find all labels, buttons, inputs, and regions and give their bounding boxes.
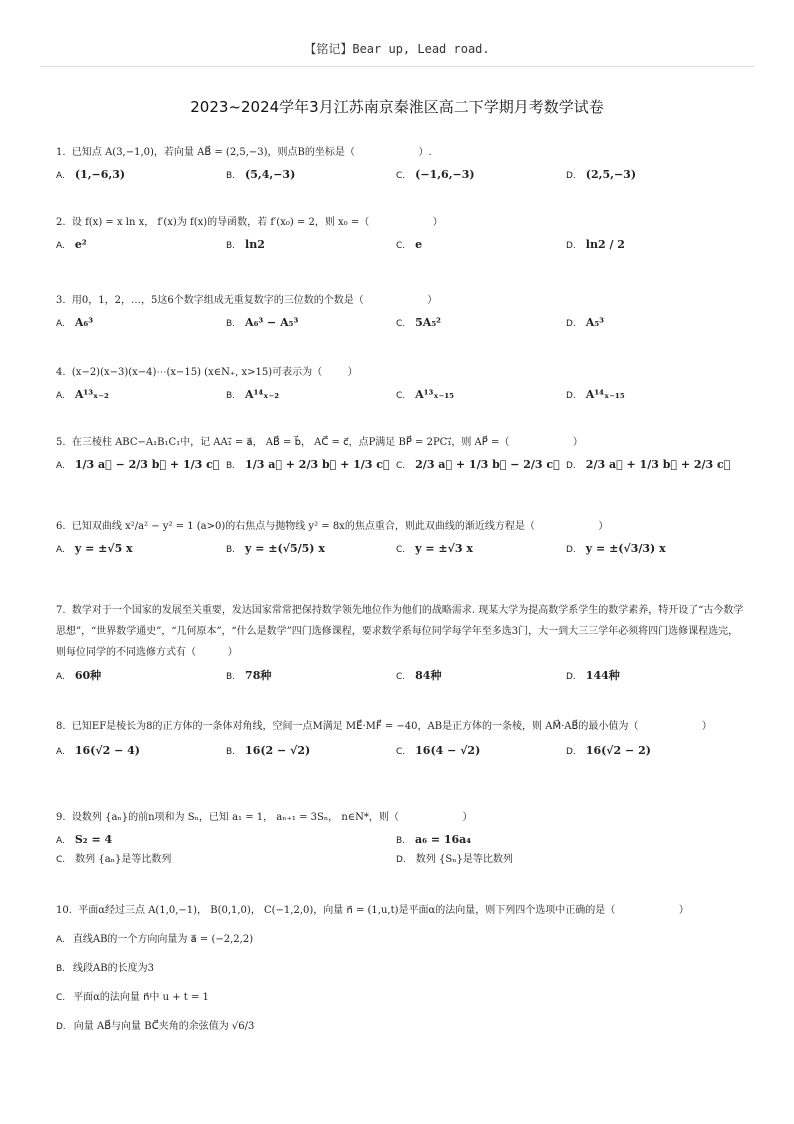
option-letter: A. bbox=[56, 836, 65, 846]
option-letter: C. bbox=[396, 747, 406, 757]
option-b bbox=[226, 316, 298, 331]
option-letter: D. bbox=[566, 672, 576, 682]
option-c bbox=[56, 850, 171, 870]
option-text: 16(√2 − 4) bbox=[74, 744, 140, 757]
option-text: y = ±(√5/5) x bbox=[245, 542, 325, 555]
option-letter: A. bbox=[56, 672, 65, 682]
option-a bbox=[56, 929, 746, 951]
option-a bbox=[56, 168, 125, 183]
option-text: 60种 bbox=[74, 669, 102, 682]
option-text: (−1,6,−3) bbox=[415, 168, 475, 181]
question-stem: 7. 数学对于一个国家的发展至关重要，发达国家常常把保持数学领先地位作为他们的战略需求. 现某大学为提高数学系学生的数学素养，特开设了“古今数学思想”，“世界数学通史”，“几何原本”，“什么是数学”四门选修课程，要求数学系每位同学每学年至多选3门，大一到大三三学年必须将四门选修课程选完，则每位同学的不同选修方式有（ ） bbox=[56, 605, 744, 658]
option-letter: C. bbox=[56, 993, 66, 1003]
option-text: y = ±√3 x bbox=[415, 542, 473, 555]
option-letter: C. bbox=[396, 672, 406, 682]
option-letter: D. bbox=[566, 545, 576, 555]
option-b bbox=[226, 740, 310, 763]
question-stem: 2. 设 f(x) = x ln x， f′(x)为 f(x)的导函数，若 f′(x₀) = 2，则 x₀ =（ ） bbox=[56, 217, 443, 228]
option-letter: B. bbox=[396, 836, 406, 846]
option-text: (2,5,−3) bbox=[585, 168, 637, 181]
option-letter: D. bbox=[566, 461, 576, 471]
option-letter: A. bbox=[56, 241, 65, 251]
question-stem: 4. (x−2)(x−3)(x−4)⋯(x−15) (x∈N₊, x>15)可表示为（ ） bbox=[56, 367, 358, 378]
option-c bbox=[396, 665, 441, 688]
option-letter: A. bbox=[56, 747, 65, 757]
option-a bbox=[56, 458, 219, 473]
question-stem: 3. 用0，1，2，…，5这6个数字组成无重复数字的三位数的个数是（ ） bbox=[56, 295, 438, 306]
question-stem: 8. 已知EF是棱长为8的正方体的一条体对角线，空间一点M满足 ME⃗·MF⃗ = −40，AB是正方体的一条棱，则 AM⃗·AB⃗的最小值为（ ） bbox=[56, 721, 712, 732]
option-c bbox=[396, 388, 454, 403]
option-letter: C. bbox=[396, 545, 406, 555]
option-text: e bbox=[415, 238, 423, 251]
option-d bbox=[566, 458, 730, 473]
header-motto: 【铭记】Bear up, Lead road. bbox=[304, 42, 490, 56]
question-stem: 9. 设数列 {aₙ}的前n项和为 Sₙ，已知 a₁ = 1， aₙ₊₁ = 3Sₙ， n∈N*，则（ ） bbox=[56, 812, 473, 823]
option-text: ln2 bbox=[245, 238, 265, 251]
option-letter: A. bbox=[56, 935, 65, 945]
question-10 bbox=[56, 900, 746, 1045]
option-c bbox=[56, 987, 746, 1009]
option-text: (1,−6,3) bbox=[74, 168, 126, 181]
option-letter: D. bbox=[566, 391, 576, 401]
option-letter: B. bbox=[226, 171, 236, 181]
option-text: 直线AB的一个方向向量为 a⃗ = (−2,2,2) bbox=[72, 934, 254, 945]
option-d bbox=[566, 388, 625, 403]
page-title: 2023~2024学年3月江苏南京秦淮区高二下学期月考数学试卷 bbox=[190, 98, 604, 116]
option-letter: B. bbox=[226, 319, 236, 329]
option-b bbox=[226, 665, 271, 688]
option-letter: D. bbox=[56, 1022, 66, 1032]
question-6 bbox=[56, 520, 746, 562]
option-a bbox=[56, 238, 87, 253]
option-a bbox=[56, 665, 101, 688]
option-text: 16(√2 − 2) bbox=[585, 744, 651, 757]
option-letter: B. bbox=[226, 747, 236, 757]
option-a bbox=[56, 740, 140, 763]
option-d bbox=[396, 850, 513, 870]
option-text: 16(2 − √2) bbox=[245, 744, 311, 757]
option-letter: B. bbox=[226, 391, 236, 401]
option-c bbox=[396, 238, 422, 253]
option-letter: A. bbox=[56, 319, 65, 329]
option-c bbox=[396, 458, 560, 473]
option-c bbox=[396, 542, 473, 557]
option-text: (5,4,−3) bbox=[245, 168, 296, 181]
question-5 bbox=[56, 436, 746, 478]
option-letter: C. bbox=[396, 241, 406, 251]
question-stem: 5. 在三棱柱 ABC−A₁B₁C₁中，记 AA₁⃗ = a⃗， AB⃗ = b⃗， AC⃗ = c⃗，点P满足 BP⃗ = 2PC₁⃗，则 AP⃗ =（ ） bbox=[56, 437, 583, 448]
option-d bbox=[566, 316, 604, 331]
option-letter: C. bbox=[396, 171, 406, 181]
option-text: e² bbox=[74, 238, 87, 251]
option-text: S₂ = 4 bbox=[74, 833, 113, 846]
option-text: 78种 bbox=[245, 669, 272, 682]
option-text: 16(4 − √2) bbox=[415, 744, 481, 757]
option-text: A₅³ bbox=[585, 316, 604, 329]
option-letter: B. bbox=[226, 672, 236, 682]
option-text: 2/3 a⃗ + 1/3 b⃗ + 2/3 c⃗ bbox=[585, 458, 731, 471]
option-b bbox=[56, 958, 746, 980]
question-7 bbox=[56, 600, 746, 685]
option-text: ln2 / 2 bbox=[585, 238, 625, 251]
option-b bbox=[396, 830, 471, 851]
option-letter: D. bbox=[566, 319, 576, 329]
option-letter: B. bbox=[56, 964, 66, 974]
option-text: 84种 bbox=[415, 669, 442, 682]
option-letter: A. bbox=[56, 461, 65, 471]
option-letter: D. bbox=[396, 855, 406, 865]
option-a bbox=[56, 830, 112, 851]
option-text: 线段AB的长度为3 bbox=[73, 963, 154, 974]
option-d bbox=[56, 1016, 746, 1038]
option-text: A₆³ − A₅³ bbox=[245, 316, 299, 329]
option-text: 向量 AB⃗与向量 BC⃗夹角的余弦值为 √6/3 bbox=[73, 1021, 255, 1032]
question-3 bbox=[56, 294, 746, 336]
option-a bbox=[56, 316, 93, 331]
option-letter: C. bbox=[56, 855, 66, 865]
question-9 bbox=[56, 808, 746, 870]
option-text: A¹³ₓ₋₂ bbox=[74, 388, 109, 401]
option-b bbox=[226, 388, 279, 403]
option-text: y = ±√5 x bbox=[74, 542, 133, 555]
option-text: A¹⁴ₓ₋₁₅ bbox=[585, 388, 625, 401]
option-c bbox=[396, 168, 475, 183]
option-letter: A. bbox=[56, 391, 65, 401]
option-text: 数列 {Sₙ}是等比数列 bbox=[415, 854, 513, 865]
option-text: 数列 {aₙ}是等比数列 bbox=[75, 854, 172, 865]
question-1 bbox=[56, 146, 746, 188]
option-text: 1/3 a⃗ + 2/3 b⃗ + 1/3 c⃗ bbox=[245, 458, 390, 471]
option-c bbox=[396, 740, 480, 763]
option-letter: B. bbox=[226, 241, 236, 251]
option-letter: C. bbox=[396, 319, 406, 329]
header-divider bbox=[40, 66, 754, 67]
option-text: 2/3 a⃗ + 1/3 b⃗ − 2/3 c⃗ bbox=[415, 458, 560, 471]
option-d bbox=[566, 665, 620, 688]
option-b bbox=[226, 168, 295, 183]
option-text: A¹⁴ₓ₋₂ bbox=[245, 388, 280, 401]
option-b bbox=[226, 238, 265, 253]
option-a bbox=[56, 388, 109, 403]
question-4 bbox=[56, 366, 746, 408]
option-letter: D. bbox=[566, 171, 576, 181]
option-d bbox=[566, 168, 636, 183]
option-letter: D. bbox=[566, 241, 576, 251]
option-text: y = ±(√3/3) x bbox=[585, 542, 666, 555]
option-d bbox=[566, 238, 625, 253]
option-letter: D. bbox=[566, 747, 576, 757]
option-text: 平面α的法向量 n⃗中 u + t = 1 bbox=[73, 992, 209, 1003]
option-letter: B. bbox=[226, 461, 236, 471]
option-text: A¹³ₓ₋₁₅ bbox=[415, 388, 454, 401]
option-text: 1/3 a⃗ − 2/3 b⃗ + 1/3 c⃗ bbox=[74, 458, 220, 471]
option-letter: A. bbox=[56, 545, 65, 555]
question-stem: 10. 平面α经过三点 A(1,0,−1)， B(0,1,0)， C(−1,2,0)，向量 n⃗ = (1,u,t)是平面α的法向量，则下列四个选项中正确的是（ ） bbox=[56, 905, 689, 916]
option-d bbox=[566, 542, 666, 557]
option-text: a₆ = 16a₄ bbox=[415, 833, 472, 846]
option-letter: C. bbox=[396, 461, 406, 471]
option-b bbox=[226, 542, 325, 557]
question-8 bbox=[56, 716, 746, 760]
option-text: 144种 bbox=[585, 669, 620, 682]
option-a bbox=[56, 542, 133, 557]
option-d bbox=[566, 740, 651, 763]
option-text: 5A₅² bbox=[415, 316, 441, 329]
option-letter: C. bbox=[396, 391, 406, 401]
question-stem: 1. 已知点 A(3,−1,0)，若向量 AB⃗ = (2,5,−3)，则点B的坐标是（ ）. bbox=[56, 147, 432, 158]
option-b bbox=[226, 458, 390, 473]
question-2 bbox=[56, 216, 746, 258]
option-c bbox=[396, 316, 441, 331]
question-stem: 6. 已知双曲线 x²/a² − y² = 1 (a>0)的右焦点与抛物线 y² = 8x的焦点重合，则此双曲线的渐近线方程是（ ） bbox=[56, 521, 609, 532]
option-letter: A. bbox=[56, 171, 65, 181]
option-letter: B. bbox=[226, 545, 236, 555]
option-text: A₆³ bbox=[74, 316, 94, 329]
